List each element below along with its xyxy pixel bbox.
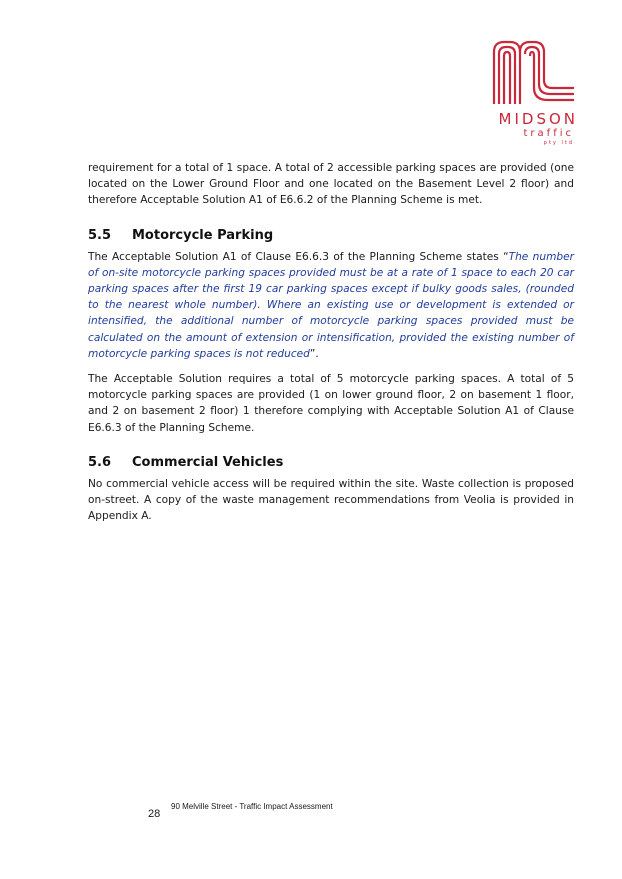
section-number: 5.6 xyxy=(88,454,112,470)
intro-paragraph: requirement for a total of 1 space. A total of 2 accessible parking spaces are provided (one located on the Lower Ground Floor and one located on the Basement Level 2 floor) and therefore Acceptable Solution A1 of E6.6.2 of the Planning Scheme is met. xyxy=(88,162,574,207)
quote-tail: ”. xyxy=(309,347,319,360)
commercial-vehicles-paragraph: No commercial vehicle access will be required within the site. Waste collection is proposed on-street. A copy of the waste management recommendations from Veolia is provided in Appendix A. xyxy=(88,477,574,523)
logo-subtitle: traffic xyxy=(523,128,574,139)
section-title: Motorcycle Parking xyxy=(132,227,274,243)
logo-mark-icon xyxy=(490,38,576,106)
section-heading-5-6 xyxy=(88,455,574,470)
section-title: Commercial Vehicles xyxy=(132,454,284,470)
page-number: 28 xyxy=(148,808,161,820)
quote-lead: The Acceptable Solution A1 of Clause E6.6.3 of the Planning Scheme states “ xyxy=(88,250,509,263)
document-body xyxy=(88,160,574,524)
midson-traffic-logo xyxy=(482,38,582,150)
logo-name: MIDSON xyxy=(498,110,578,128)
motorcycle-paragraph-2: The Acceptable Solution requires a total of 5 motorcycle parking spaces. A total of 5 motorcycle parking spaces are provided (1 on lower ground floor, 2 on basement 1 floor, and 2 on basement 2 floor) 1 therefore complying with Acceptable Solution A1 of Clause E6.6.3 of the Planning Scheme. xyxy=(88,373,574,434)
footer-document-title: 90 Melville Street - Traffic Impact Assessment xyxy=(171,802,333,811)
logo-subtitle-small: pty ltd xyxy=(543,140,574,146)
section-heading-5-5 xyxy=(88,228,574,243)
motorcycle-paragraph-1 xyxy=(88,249,574,362)
planning-scheme-quote: The number of on-site motorcycle parking spaces provided must be at a rate of 1 space to each 20 car parking spaces after the first 19 car parking spaces except if bulky goods sales, (rounded to the nearest whole number). Where an existing use or development is extended or intensified, the additional number of motorcycle parking spaces provided must be calculated on the amount of extension or intensification, provided the existing number of motorcycle parking spaces is not reduced xyxy=(88,250,574,360)
section-number: 5.5 xyxy=(88,227,112,243)
